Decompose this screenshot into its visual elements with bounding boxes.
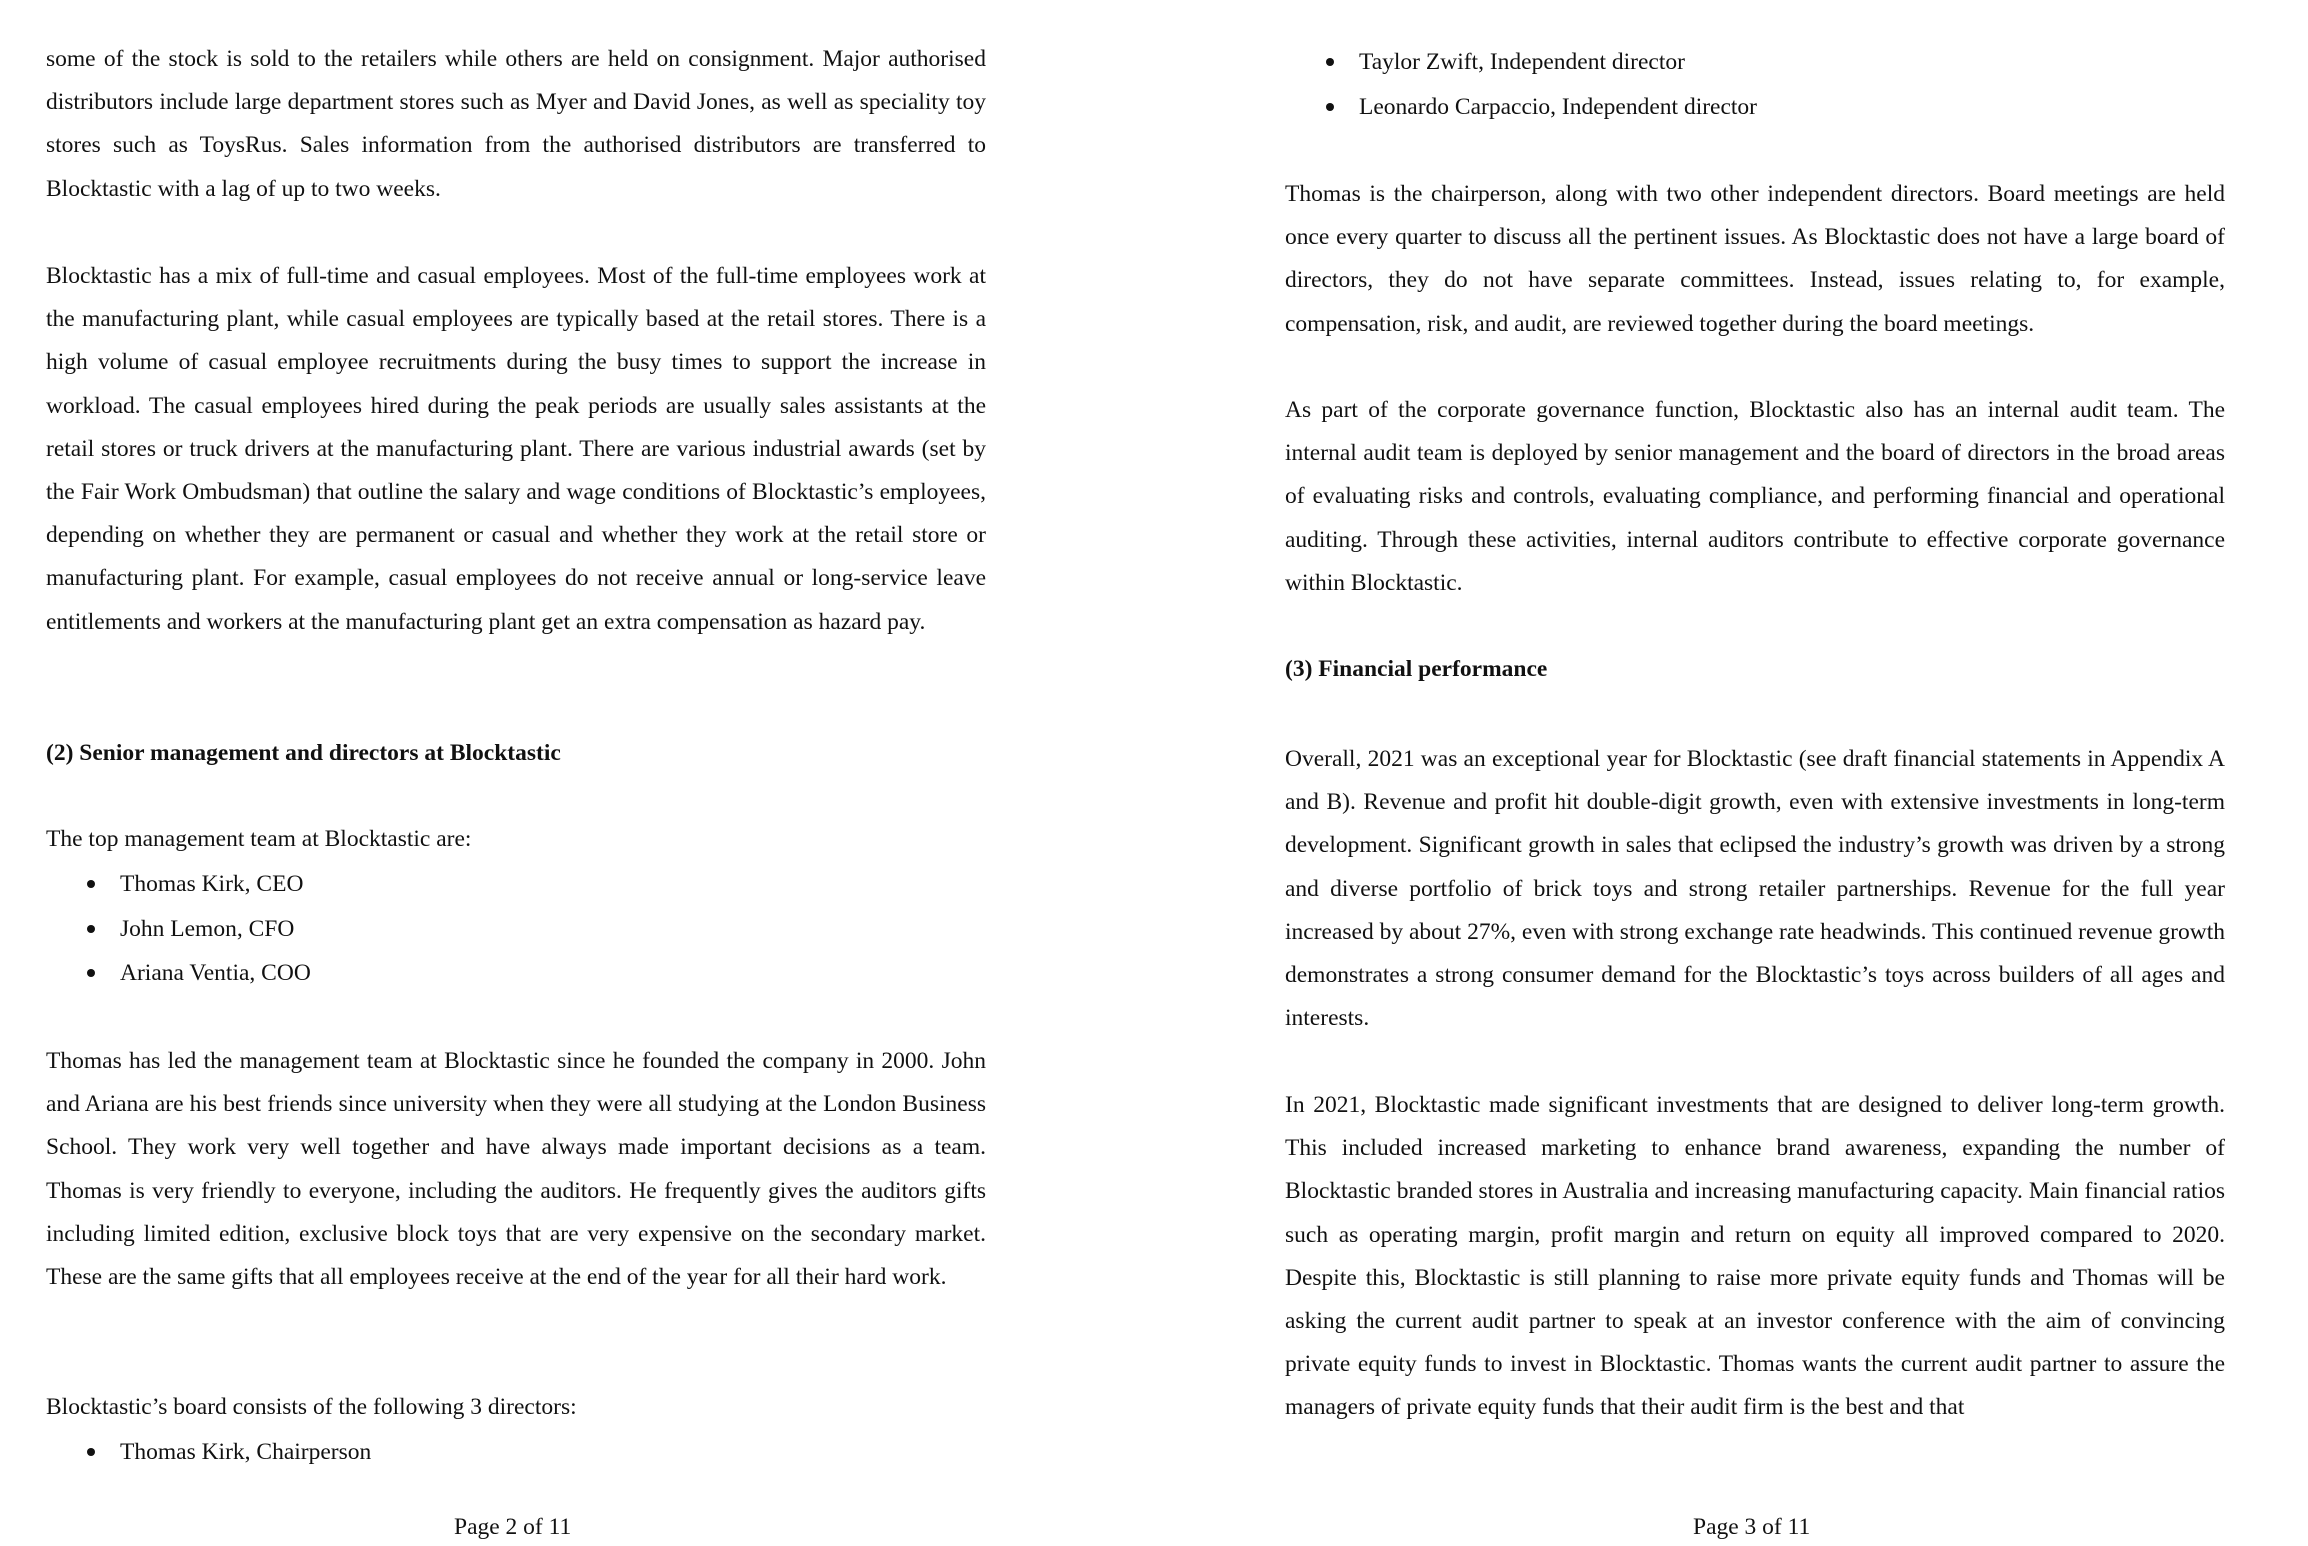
page-number-footer: Page 3 of 11 [1693, 1514, 1811, 1540]
list-item [46, 951, 311, 996]
board-intro: Blocktastic’s board consists of the following 3 directors: [46, 1394, 577, 1420]
list-item [46, 1430, 371, 1475]
bullet-icon [87, 1448, 95, 1456]
page-number-footer: Page 2 of 11 [454, 1514, 572, 1540]
bullet-icon [87, 969, 95, 977]
list-item-text: Thomas Kirk, Chairperson [120, 1439, 372, 1465]
list-item-text: Leonardo Carpaccio, Independent director [1359, 93, 1758, 120]
management-intro: The top management team at Blocktastic are: [46, 826, 472, 852]
list-item [46, 862, 311, 907]
bullet-icon [1326, 58, 1334, 66]
list-item [1285, 85, 1757, 130]
page-3 [1285, 0, 2225, 1546]
section-heading-financial-performance: (3) Financial performance [1285, 656, 1548, 682]
page-2 [46, 0, 986, 1546]
paragraph-management-team: Thomas has led the management team at Blocktastic since he founded the company in 2000. John and Ariana are his best friends since university when they were all studying at the London Business School. They work very well together and have always made important decisions as a team. Thomas is very friendly to everyone, including the auditors. He frequently gives the auditors gifts including limited edition, exclusive block toys that are very expensive on the secondary market. These are the same gifts that all employees receive at the end of the year for all their hard work. [46, 1048, 986, 1291]
paragraph-employees: Blocktastic has a mix of full-time and casual employees. Most of the full-time employees work at the manufacturing plant, while casual employees are typically based at the retail stores. There is a high volume of casual employee recruitments during the busy times to support the increase in workload. The casual employees hired during the peak periods are usually sales assistants at the retail stores or truck drivers at the manufacturing plant. There are various industrial awards (set by the Fair Work Ombudsman) that outline the salary and wage conditions of Blocktastic’s employees, depending on whether they are permanent or casual and whether they work at the retail store or manufacturing plant. For example, casual employees do not receive annual or long-service leave entitlements and workers at the manufacturing plant get an extra compensation as hazard pay. [46, 263, 986, 635]
list-item-text: Thomas Kirk, CEO [120, 871, 304, 897]
list-item [46, 907, 311, 952]
bullet-icon [1326, 103, 1334, 111]
management-list [46, 862, 311, 996]
paragraph-chairperson: Thomas is the chairperson, along with two other independent directors. Board meetings are held once every quarter to discuss all the pertinent issues. As Blocktastic does not have a large board of directors, they do not have separate committees. Instead, issues relating to, for example, compensation, risk, and audit, are reviewed together during the board meetings. [1285, 181, 2225, 337]
paragraph-overall-2021: Overall, 2021 was an exceptional year for Blocktastic (see draft financial statements in Appendix A and B). Revenue and profit hit double-digit growth, even with extensive investments in long-term development. Significant growth in sales that eclipsed the industry’s growth was driven by a strong and diverse portfolio of brick toys and strong retailer partnerships. Revenue for the full year increased by about 27%, even with strong exchange rate headwinds. This continued revenue growth demonstrates a strong consumer demand for the Blocktastic’s toys across builders of all ages and interests. [1285, 746, 2225, 1032]
bullet-icon [87, 925, 95, 933]
list-item-text: Taylor Zwift, Independent director [1359, 49, 1685, 75]
list-item-text: John Lemon, CFO [120, 915, 295, 942]
board-list-start [46, 1430, 371, 1475]
list-item [1285, 40, 1757, 85]
paragraph-distributors: some of the stock is sold to the retailers while others are held on consignment. Major authorised distributors include large department stores such as Myer and David Jones, as well as speciality toy stores such as ToysRus. Sales information from the authorised distributors are transferred to Blocktastic with a lag of up to two weeks. [46, 46, 986, 202]
section-heading-senior-management: (2) Senior management and directors at Blocktastic [46, 740, 561, 766]
list-item-text: Ariana Ventia, COO [120, 960, 311, 986]
paragraph-internal-audit: As part of the corporate governance function, Blocktastic also has an internal audit team. The internal audit team is deployed by senior management and the board of directors in the broad areas of evaluating risks and controls, evaluating compliance, and performing financial and operational auditing. Through these activities, internal auditors contribute to effective corporate governance within Blocktastic. [1285, 397, 2225, 596]
bullet-icon [87, 880, 95, 888]
paragraph-investments-2021: In 2021, Blocktastic made significant investments that are designed to deliver long-term growth. This included increased marketing to enhance brand awareness, expanding the number of Blocktastic branded stores in Australia and increasing manufacturing capacity. Main financial ratios such as operating margin, profit margin and return on equity all improved compared to 2020. Despite this, Blocktastic is still planning to raise more private equity funds and Thomas will be asking the current audit partner to speak at an investor conference with the aim of convincing private equity funds to invest in Blocktastic. Thomas wants the current audit partner to assure the managers of private equity funds that their audit firm is the best and that [1285, 1092, 2225, 1421]
board-list-continued [1285, 40, 1757, 129]
